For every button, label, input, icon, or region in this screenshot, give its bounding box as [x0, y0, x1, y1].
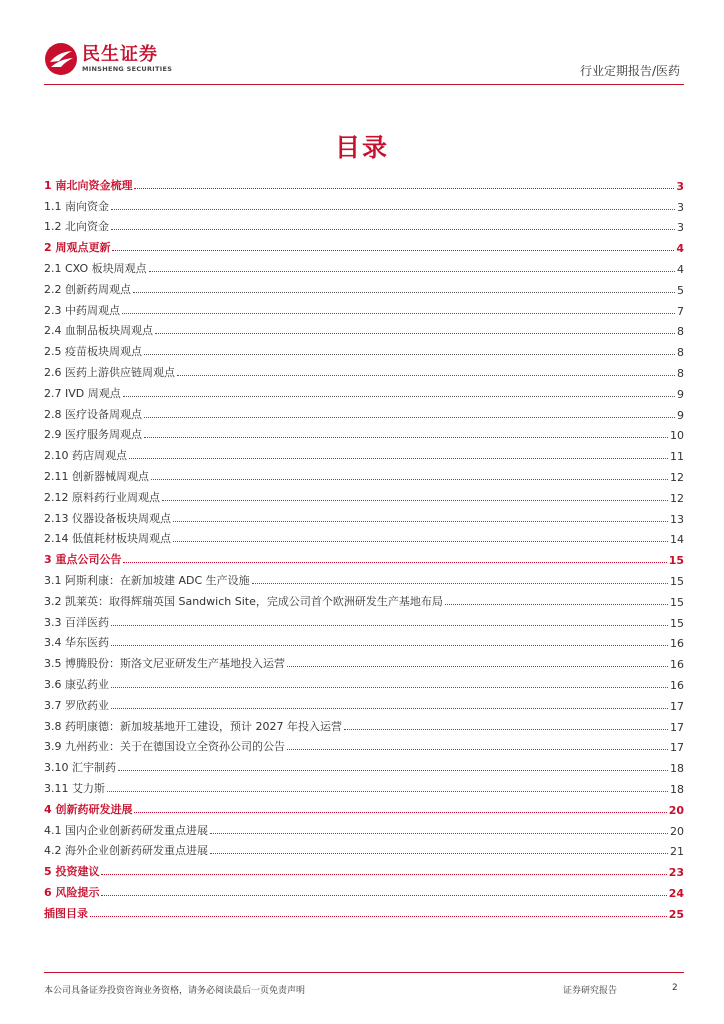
brand-logo-icon	[44, 42, 78, 76]
toc-entry-page: 17	[670, 720, 684, 734]
toc-entry[interactable]	[44, 234, 684, 255]
toc-entry-page: 15	[670, 595, 684, 609]
toc-dot-leader	[173, 521, 668, 522]
toc-entry-page: 8	[677, 366, 684, 380]
toc-entry[interactable]	[44, 463, 684, 484]
toc-dot-leader	[133, 292, 675, 293]
toc-entry-page: 3	[677, 200, 684, 214]
toc-entry[interactable]	[44, 754, 684, 775]
toc-entry-label: 2.13 仪器设备板块周观点	[44, 511, 171, 525]
toc-entry-page: 12	[670, 491, 684, 505]
toc-entry[interactable]	[44, 879, 684, 900]
toc-entry-label: 2.12 原料药行业周观点	[44, 490, 160, 504]
toc-entry-page: 20	[670, 824, 684, 838]
toc-entry-label: 3.4 华东医药	[44, 636, 109, 650]
toc-entry-label: 5 投资建议	[44, 865, 100, 879]
toc-dot-leader	[101, 874, 666, 875]
toc-dot-leader	[118, 770, 668, 771]
toc-entry-label: 2.4 血制品板块周观点	[44, 324, 153, 338]
toc-entry-label: 插图目录	[44, 906, 88, 920]
footer-report-type: 证券研究报告	[563, 986, 618, 996]
toc-entry-label: 2.3 中药周观点	[44, 303, 120, 317]
header-divider	[44, 84, 684, 85]
toc-entry-label: 2 周观点更新	[44, 241, 111, 255]
toc-entry[interactable]	[44, 546, 684, 567]
toc-entry-label: 2.10 药店周观点	[44, 449, 127, 463]
toc-entry-page: 3	[677, 221, 684, 235]
toc-entry[interactable]	[44, 276, 684, 297]
toc-dot-leader	[155, 333, 675, 334]
toc-dot-leader	[90, 916, 667, 917]
footer-disclaimer: 本公司具备证券投资咨询业务资格，请务必阅读最后一页免责声明	[44, 986, 306, 996]
toc-entry-page: 9	[677, 387, 684, 401]
toc-entry-label: 3.7 罗欣药业	[44, 698, 109, 712]
toc-entry[interactable]	[44, 214, 684, 235]
toc-dot-leader	[129, 458, 668, 459]
toc-entry[interactable]	[44, 255, 684, 276]
toc-entry[interactable]	[44, 297, 684, 318]
toc-entry[interactable]	[44, 900, 684, 921]
toc-entry-label: 2.7 IVD 周观点	[44, 386, 121, 400]
toc-entry-label: 3 重点公司公告	[44, 553, 122, 567]
toc-dot-leader	[111, 645, 668, 646]
toc-entry-page: 3	[676, 179, 684, 193]
toc-entry[interactable]	[44, 671, 684, 692]
toc-entry-label: 3.6 康弘药业	[44, 677, 109, 691]
toc-entry-page: 17	[670, 699, 684, 713]
toc-entry-page: 14	[670, 533, 684, 547]
page-header	[44, 40, 684, 80]
toc-entry-label: 3.10 汇宇制药	[44, 761, 116, 775]
toc-dot-leader	[287, 749, 668, 750]
toc-entry-page: 16	[670, 637, 684, 651]
toc-dot-leader	[252, 583, 668, 584]
toc-entry-label: 3.2 凯莱英：取得辉瑞英国 Sandwich Site，完成公司首个欧洲研发生产基地布局	[44, 594, 443, 608]
toc-dot-leader	[111, 687, 668, 688]
toc-entry[interactable]	[44, 838, 684, 859]
toc-dot-leader	[177, 375, 675, 376]
toc-entry-label: 2.2 创新药周观点	[44, 282, 131, 296]
brand-name-en: MINSHENG SECURITIES	[82, 64, 173, 73]
toc-entry[interactable]	[44, 193, 684, 214]
toc-entry-label: 4 创新药研发进展	[44, 802, 133, 816]
toc-entry-page: 25	[668, 907, 684, 921]
toc-entry[interactable]	[44, 338, 684, 359]
toc-entry[interactable]	[44, 359, 684, 380]
toc-dot-leader	[162, 500, 668, 501]
toc-entry-label: 3.11 艾力斯	[44, 781, 105, 795]
toc-dot-leader	[111, 229, 675, 230]
toc-entry-page: 4	[676, 242, 684, 256]
toc-entry-label: 6 风险提示	[44, 885, 100, 899]
brand-name-cn: 民生证券	[82, 43, 158, 65]
toc-entry-page: 23	[668, 866, 684, 880]
toc-dot-leader	[210, 853, 668, 854]
toc-entry-page: 18	[670, 782, 684, 796]
toc-entry[interactable]	[44, 650, 684, 671]
toc-entry-page: 4	[677, 262, 684, 276]
toc-dot-leader	[144, 417, 675, 418]
toc-entry[interactable]	[44, 588, 684, 609]
toc-entry-page: 11	[670, 450, 684, 464]
toc-entry[interactable]	[44, 567, 684, 588]
toc-entry-page: 13	[670, 512, 684, 526]
toc-entry[interactable]	[44, 775, 684, 796]
toc-dot-leader	[344, 729, 668, 730]
toc-title: 目录	[334, 133, 389, 162]
toc-entry-page: 5	[677, 283, 684, 297]
toc-entry[interactable]	[44, 858, 684, 879]
toc-dot-leader	[123, 396, 675, 397]
toc-entry-page: 12	[670, 470, 684, 484]
toc-entry-label: 2.14 低值耗材板块周观点	[44, 532, 171, 546]
toc-dot-leader	[122, 313, 675, 314]
toc-dot-leader	[111, 625, 668, 626]
toc-entry-label: 3.3 百洋医药	[44, 615, 109, 629]
report-category: 行业定期报告/医药	[579, 64, 680, 78]
toc-entry-page: 9	[677, 408, 684, 422]
toc-entry[interactable]	[44, 734, 684, 755]
toc-entry-page: 18	[670, 762, 684, 776]
table-of-contents	[44, 172, 684, 921]
toc-dot-leader	[210, 833, 668, 834]
toc-entry-label: 2.9 医疗服务周观点	[44, 428, 142, 442]
toc-entry[interactable]	[44, 796, 684, 817]
toc-entry-page: 15	[670, 616, 684, 630]
toc-entry[interactable]	[44, 692, 684, 713]
footer-divider	[44, 972, 684, 973]
toc-entry-page: 10	[670, 429, 684, 443]
toc-entry-page: 16	[670, 658, 684, 672]
toc-entry[interactable]	[44, 380, 684, 401]
toc-entry-page: 8	[677, 346, 684, 360]
toc-dot-leader	[111, 708, 668, 709]
toc-entry-label: 2.11 创新器械周观点	[44, 469, 149, 483]
toc-entry[interactable]	[44, 318, 684, 339]
toc-entry-page: 8	[677, 325, 684, 339]
toc-entry[interactable]	[44, 484, 684, 505]
toc-entry[interactable]	[44, 401, 684, 422]
toc-entry-label: 4.2 海外企业创新药研发重点进展	[44, 844, 208, 858]
toc-entry[interactable]	[44, 442, 684, 463]
toc-entry-page: 21	[670, 845, 684, 859]
toc-entry-page: 15	[668, 554, 684, 568]
toc-dot-leader	[101, 895, 666, 896]
toc-entry-page: 17	[670, 741, 684, 755]
toc-entry[interactable]	[44, 422, 684, 443]
toc-dot-leader	[144, 354, 675, 355]
toc-entry[interactable]	[44, 817, 684, 838]
toc-entry-page: 20	[668, 803, 684, 817]
toc-entry-label: 3.5 博腾股份：斯洛文尼亚研发生产基地投入运营	[44, 657, 285, 671]
toc-entry-label: 1 南北向资金梳理	[44, 178, 133, 192]
toc-entry-label: 1.2 北向资金	[44, 220, 109, 234]
toc-dot-leader	[149, 271, 675, 272]
toc-dot-leader	[287, 666, 668, 667]
toc-entry[interactable]	[44, 713, 684, 734]
toc-entry[interactable]	[44, 630, 684, 651]
toc-entry-label: 2.1 CXO 板块周观点	[44, 261, 147, 275]
toc-entry[interactable]	[44, 172, 684, 193]
toc-entry-page: 15	[670, 574, 684, 588]
toc-dot-leader	[151, 479, 668, 480]
toc-entry[interactable]	[44, 609, 684, 630]
toc-dot-leader	[134, 812, 666, 813]
toc-dot-leader	[173, 541, 668, 542]
toc-dot-leader	[144, 437, 668, 438]
toc-entry-label: 3.9 九州药业：关于在德国设立全资孙公司的公告	[44, 740, 285, 754]
toc-dot-leader	[111, 209, 675, 210]
brand-logo	[44, 42, 172, 76]
footer-page-number: 2	[672, 983, 678, 993]
toc-dot-leader	[445, 604, 668, 605]
toc-entry-label: 2.6 医药上游供应链周观点	[44, 365, 175, 379]
toc-entry-page: 24	[668, 886, 684, 900]
toc-entry-page: 7	[677, 304, 684, 318]
toc-dot-leader	[112, 250, 674, 251]
toc-entry-label: 2.5 疫苗板块周观点	[44, 345, 142, 359]
toc-entry-label: 3.8 药明康德：新加坡基地开工建设，预计 2027 年投入运营	[44, 719, 342, 733]
toc-entry-label: 4.1 国内企业创新药研发重点进展	[44, 823, 208, 837]
toc-dot-leader	[123, 562, 666, 563]
toc-dot-leader	[107, 791, 668, 792]
toc-entry-page: 16	[670, 678, 684, 692]
toc-entry[interactable]	[44, 505, 684, 526]
toc-entry-label: 3.1 阿斯利康：在新加坡建 ADC 生产设施	[44, 573, 250, 587]
toc-dot-leader	[134, 188, 674, 189]
toc-entry-label: 2.8 医疗设备周观点	[44, 407, 142, 421]
toc-entry-label: 1.1 南向资金	[44, 199, 109, 213]
toc-entry[interactable]	[44, 526, 684, 547]
